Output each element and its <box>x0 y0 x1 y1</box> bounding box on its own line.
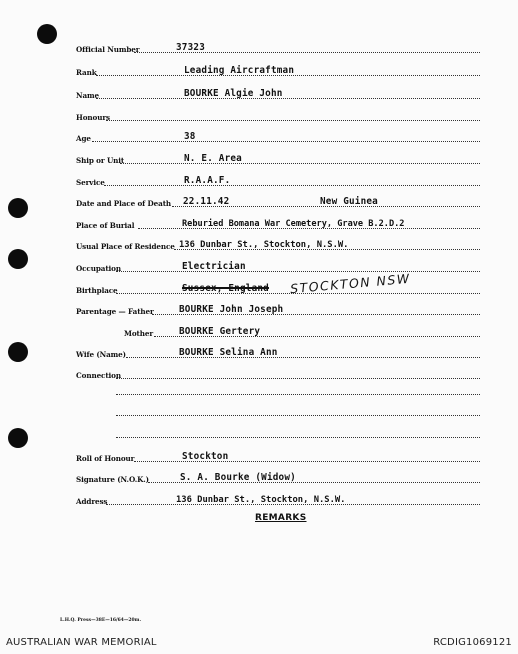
connection-line <box>116 437 480 438</box>
name-label: Name <box>76 91 100 100</box>
dotted-line <box>120 163 480 164</box>
punch-hole <box>8 249 28 269</box>
official-number-value: 37323 <box>176 42 205 53</box>
footer-archive-name: AUSTRALIAN WAR MEMORIAL <box>6 637 157 648</box>
date-place-of-death-label: Date and Place of Death <box>76 199 172 208</box>
connection-label: Connection <box>76 371 121 380</box>
row-place-of-burial <box>76 214 480 232</box>
row-birthplace <box>76 279 480 297</box>
connection-line <box>116 415 480 416</box>
dotted-line <box>116 271 480 272</box>
row-address <box>76 490 480 508</box>
occupation-label: Occupation <box>76 264 121 273</box>
roll-of-honour-value: Stockton <box>182 451 229 462</box>
official-number-label: Official Number <box>76 45 140 54</box>
footer-record-id: RCDIG1069121 <box>433 637 512 648</box>
row-signature <box>76 468 480 486</box>
roll-of-honour-label: Roll of Honour <box>76 454 135 463</box>
name-value: BOURKE Algie John <box>184 88 283 99</box>
ship-or-unit-value: N. E. Area <box>184 153 242 164</box>
row-roll-of-honour <box>76 447 480 465</box>
usual-residence-label: Usual Place of Residence <box>76 242 175 251</box>
row-name <box>76 84 480 102</box>
place-of-burial-label: Place of Burial <box>76 221 135 230</box>
row-occupation <box>76 257 480 275</box>
row-rank <box>76 61 480 79</box>
signature-value: S. A. Bourke (Widow) <box>180 472 296 483</box>
row-usual-residence <box>76 235 480 253</box>
birthplace-label: Birthplace <box>76 286 118 295</box>
rank-value: Leading Aircraftman <box>184 65 295 76</box>
father-value: BOURKE John Joseph <box>179 304 284 315</box>
dotted-line <box>96 98 480 99</box>
row-parentage-mother <box>76 322 480 340</box>
row-service <box>76 171 480 189</box>
row-date-place-of-death <box>76 192 480 210</box>
row-parentage-father <box>76 300 480 318</box>
connection-line <box>116 394 480 395</box>
mother-value: BOURKE Gertery <box>179 326 261 337</box>
printer-mark: L.H.Q. Press—38E—16/64—20m. <box>60 618 142 623</box>
punch-hole <box>8 198 28 218</box>
birthplace-value: Sussex, England <box>182 283 269 294</box>
occupation-value: Electrician <box>182 261 246 272</box>
parentage-father-label: Parentage — Father <box>76 307 154 316</box>
row-honours <box>76 106 480 124</box>
ship-or-unit-label: Ship or Unit <box>76 156 125 165</box>
punch-hole <box>8 342 28 362</box>
row-official-number <box>76 38 480 56</box>
dotted-line <box>116 378 480 379</box>
dotted-line <box>104 185 480 186</box>
address-label: Address <box>76 497 108 506</box>
death-place-value: New Guinea <box>320 196 378 207</box>
punch-hole <box>8 428 28 448</box>
age-value: 38 <box>184 131 196 142</box>
row-age <box>76 127 480 145</box>
rank-label: Rank <box>76 68 97 77</box>
signature-label: Signature (N.O.K.) <box>76 475 149 484</box>
service-label: Service <box>76 178 105 187</box>
usual-residence-value: 136 Dunbar St., Stockton, N.S.W. <box>179 240 349 250</box>
address-value: 136 Dunbar St., Stockton, N.S.W. <box>176 495 346 505</box>
remarks-heading: REMARKS <box>255 513 307 523</box>
honours-label: Honours <box>76 113 110 122</box>
dotted-line <box>106 120 480 121</box>
death-date-value: 22.11.42 <box>183 196 230 207</box>
mother-label: Mother <box>124 329 154 338</box>
place-of-burial-value: Reburied Bomana War Cemetery, Grave B.2.D.2 <box>182 219 405 229</box>
birthplace-handwritten-correction: STOCKTON NSW <box>289 270 412 297</box>
row-wife <box>76 343 480 361</box>
row-ship-or-unit <box>76 149 480 167</box>
wife-label: Wife (Name) <box>76 350 126 359</box>
age-label: Age <box>76 134 91 143</box>
wife-value: BOURKE Selina Ann <box>179 347 278 358</box>
punch-hole <box>37 24 57 44</box>
service-value: R.A.A.F. <box>184 175 231 186</box>
dotted-line <box>92 141 480 142</box>
row-connection <box>76 364 480 382</box>
